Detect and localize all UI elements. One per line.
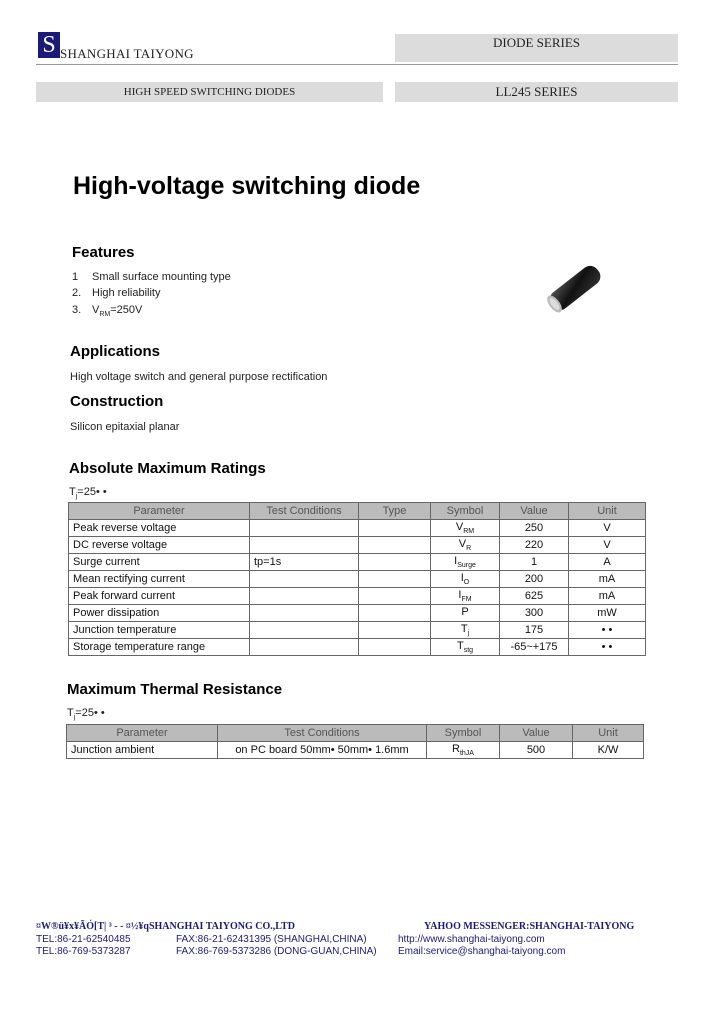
value-cell: -65~+175	[500, 639, 569, 656]
value-cell: 250	[500, 520, 569, 537]
param-cell: Junction temperature	[69, 622, 250, 639]
col-value: Value	[500, 725, 573, 742]
table-row	[69, 571, 646, 588]
unit-cell: mA	[569, 588, 646, 605]
abs-max-condition: $T_j=25•$ •	[69, 486, 107, 501]
page-title: High-voltage switching diode	[73, 172, 421, 200]
symbol-cell: $R_{thJA}$	[427, 742, 500, 759]
symbol-cell: $I_O$	[431, 571, 500, 588]
unit-cell: • •	[569, 622, 646, 639]
col-unit: Unit	[569, 503, 646, 520]
symbol-cell: P	[431, 605, 500, 622]
type-cell	[359, 588, 431, 605]
unit-cell: V	[569, 520, 646, 537]
unit-cell: A	[569, 554, 646, 571]
thermal-condition: $T_j=25•$ •	[67, 707, 105, 722]
unit-cell: mA	[569, 571, 646, 588]
footer-company: ¤W®ü¥x¥ÃÓ[T| ³ - - ¤½¥qSHANGHAI TAIYONG CO.,LTD	[36, 921, 295, 932]
construction-text: Silicon epitaxial planar	[70, 421, 180, 433]
param-cell: Storage temperature range	[69, 639, 250, 656]
symbol-cell: $I_{FM}$	[431, 588, 500, 605]
value-cell: 500	[500, 742, 573, 759]
param-cell: Mean rectifying current	[69, 571, 250, 588]
table-row	[69, 605, 646, 622]
col-unit: Unit	[573, 725, 644, 742]
table-header-row	[69, 503, 646, 520]
cond-cell	[250, 605, 359, 622]
table-row	[67, 742, 644, 759]
construction-heading: Construction	[70, 393, 164, 410]
table-row	[69, 639, 646, 656]
thermal-heading: Maximum Thermal Resistance	[67, 681, 283, 698]
cond-cell: on PC board 50mm• 50mm• 1.6mm	[218, 742, 427, 759]
tel-shanghai: TEL:86-21-62540485	[36, 934, 131, 945]
abs-max-heading: Absolute Maximum Ratings	[69, 460, 266, 477]
cond-cell	[250, 537, 359, 554]
type-cell	[359, 571, 431, 588]
cond-cell	[250, 520, 359, 537]
website-link[interactable]: http://www.shanghai-taiyong.com	[398, 934, 545, 945]
thermal-table	[66, 724, 644, 759]
param-cell: Junction ambient	[67, 742, 218, 759]
tel-dongguan: TEL:86-769-5373287	[36, 946, 131, 957]
table-row	[69, 588, 646, 605]
cond-cell: tp=1s	[250, 554, 359, 571]
feature-number: 1	[72, 271, 79, 283]
col-test-conditions: Test Conditions	[250, 503, 359, 520]
series-label: LL245 SERIES	[395, 82, 678, 102]
table-row	[69, 554, 646, 571]
feature-number: 2.	[72, 287, 82, 299]
feature-text: $V_{RM}=250V$	[92, 304, 143, 319]
type-cell	[359, 605, 431, 622]
company-logo: S	[38, 32, 60, 58]
symbol-cell: $T_j$	[431, 622, 500, 639]
type-cell	[359, 537, 431, 554]
col-test-conditions: Test Conditions	[218, 725, 427, 742]
type-cell	[359, 622, 431, 639]
fax-shanghai: FAX:86-21-62431395 (SHANGHAI,CHINA)	[176, 934, 367, 945]
brand-name: SHANGHAI TAIYONG	[60, 46, 194, 61]
unit-cell: • •	[569, 639, 646, 656]
header-divider	[36, 64, 678, 65]
col-parameter: Parameter	[67, 725, 218, 742]
unit-cell: K/W	[573, 742, 644, 759]
diode-package-image	[540, 258, 610, 318]
table-row	[69, 622, 646, 639]
table-row	[69, 537, 646, 554]
param-cell: Surge current	[69, 554, 250, 571]
symbol-cell: $V_{RM}$	[431, 520, 500, 537]
value-cell: 300	[500, 605, 569, 622]
footer-tel	[36, 934, 131, 958]
col-symbol: Symbol	[431, 503, 500, 520]
footer-yahoo: YAHOO MESSENGER:SHANGHAI-TAIYONG	[424, 921, 635, 932]
cond-cell	[250, 588, 359, 605]
footer-contact	[398, 934, 565, 958]
feature-text: High reliability	[92, 287, 161, 299]
feature-number: 3.	[72, 304, 82, 316]
unit-cell: V	[569, 537, 646, 554]
applications-heading: Applications	[70, 343, 161, 360]
symbol-cell: $V_R$	[431, 537, 500, 554]
footer-fax	[176, 934, 377, 958]
type-cell	[359, 520, 431, 537]
col-parameter: Parameter	[69, 503, 250, 520]
col-type: Type	[359, 503, 431, 520]
param-cell: DC reverse voltage	[69, 537, 250, 554]
feature-text: Small surface mounting type	[92, 271, 231, 283]
param-cell: Power dissipation	[69, 605, 250, 622]
features-heading: Features	[72, 244, 135, 261]
unit-cell: mW	[569, 605, 646, 622]
value-cell: 200	[500, 571, 569, 588]
value-cell: 220	[500, 537, 569, 554]
type-cell	[359, 554, 431, 571]
value-cell: 175	[500, 622, 569, 639]
symbol-cell: $I_{Surge}$	[431, 554, 500, 571]
feature-item	[72, 287, 160, 299]
value-cell: 625	[500, 588, 569, 605]
email-link[interactable]: Email:service@shanghai-taiyong.com	[398, 946, 566, 957]
table-row	[69, 520, 646, 537]
value-cell: 1	[500, 554, 569, 571]
col-symbol: Symbol	[427, 725, 500, 742]
diode-series-label: DIODE SERIES	[395, 34, 678, 62]
symbol-cell: $T_{stg}$	[431, 639, 500, 656]
feature-item	[72, 271, 231, 283]
applications-text: High voltage switch and general purpose rectification	[70, 371, 328, 383]
product-category-label: HIGH SPEED SWITCHING DIODES	[36, 82, 383, 102]
param-cell: Peak reverse voltage	[69, 520, 250, 537]
fax-dongguan: FAX:86-769-5373286 (DONG-GUAN,CHINA)	[176, 946, 377, 957]
cond-cell	[250, 622, 359, 639]
cond-cell	[250, 639, 359, 656]
feature-item	[72, 304, 142, 318]
cond-cell	[250, 571, 359, 588]
type-cell	[359, 639, 431, 656]
col-value: Value	[500, 503, 569, 520]
abs-max-table	[68, 502, 646, 656]
param-cell: Peak forward current	[69, 588, 250, 605]
table-header-row	[67, 725, 644, 742]
